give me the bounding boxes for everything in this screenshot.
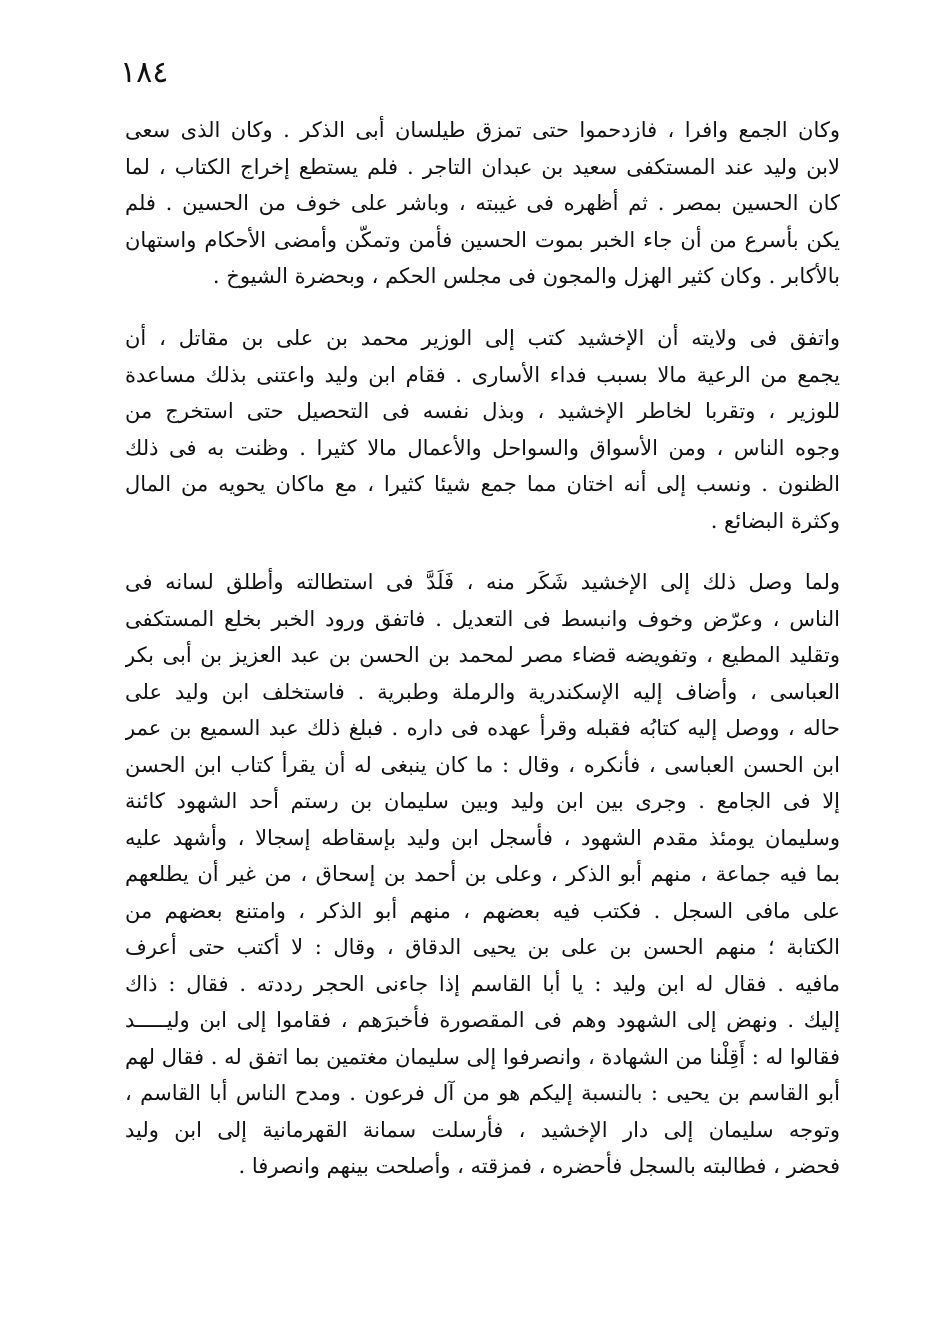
text-line: وتوجه سليمان إلى دار الإخشيد ، فأرسلت سمانة القهرمانية إلى ابن وليد (125, 1117, 840, 1142)
text-line: أبو القاسم بن يحيى : بالنسبة إليكم هو من آل فرعون . ومدح الناس أبا القاسم ، (125, 1081, 840, 1105)
paragraph-3 (125, 564, 840, 1185)
text-line: كان الحسين بمصر . ثم أظهره فى غيبته ، وباشر على خوف من الحسين . فلم (125, 191, 840, 215)
text-line: الكتابة ؛ منهم الحسن بن على بن يحيى الدقاق ، وقال : لا أكتب حتى أعرف (125, 935, 840, 959)
text-line: العباسى ، وأضاف إليه الإسكندرية والرملة وطبرية . فاستخلف ابن وليد على (125, 679, 840, 704)
text-line: بما فيه جماعة ، منهم أبو الذكر ، وعلى بن أحمد بن إسحاق ، من غير أن يطلعهم (125, 862, 840, 886)
text-line: فقالوا له : أَقِلْنا من الشهادة ، وانصرفوا إلى سليمان مغتمين بما اتفق له . فقال لهم (125, 1044, 840, 1069)
text-line: وكان الجمع وافرا ، فازدحموا حتى تمزق طيلسان أبى الذكر . وكان الذى سعى (125, 118, 840, 142)
text-line: لابن وليد عند المستكفى سعيد بن عبدان التاجر . فلم يستطع إخراج الكتاب ، لما (125, 154, 840, 179)
text-line: إليك . ونهض إلى الشهود وهم فى المقصورة فأخبرَهم ، فقاموا إلى ابن وليـــــد (125, 1008, 840, 1032)
text-line: للوزير ، وتقربا لخاطر الإخشيد ، وبذل نفسه فى التحصيل حتى استخرج من (125, 399, 840, 423)
text-line: فحضر ، فطالبته بالسجل فأحضره ، فمزقته ، وأصلحت بينهم وانصرفا . (238, 1154, 840, 1178)
text-line: ابن الحسن العباسى ، فأنكره ، وقال : ما كان ينبغى له أن يقرأ كتاب ابن الحسن (125, 752, 840, 777)
text-line: وسليمان يومئذ مقدم الشهود ، فأسجل ابن وليد بإسقاطه إسجالا ، وأشهد عليه (125, 825, 840, 850)
paragraph-2 (125, 320, 840, 539)
text-line: الظنون . ونسب إلى أنه اختان مما جمع شيئا كثيرا ، مع ماكان يحويه من المال (125, 472, 840, 496)
text-line: واتفق فى ولايته أن الإخشيد كتب إلى الوزير محمد بن على بن مقاتل ، أن (125, 326, 840, 350)
text-line: مافيه . فقال له ابن وليد : يا أبا القاسم إذا جاءنى الحجر رددته . فقال : ذاك (125, 971, 840, 996)
text-line: الناس ، وعرّض وخوف وانبسط فى التعديل . فاتفق ورود الخبر بخلع المستكفى (125, 606, 840, 631)
text-line: حاله ، ووصل إليه كتابُه فقبله وقرأ عهده فى داره . فبلغ ذلك عبد السميع بن عمر (125, 716, 840, 740)
text-line: على مافى السجل . فكتب فيه بعضهم ، منهم أبو الذكر ، وامتنع بعضهم من (125, 898, 840, 923)
text-line: وكثرة البضائع . (710, 508, 840, 533)
text-line: ولما وصل ذلك إلى الإخشيد شَكَر منه ، فَلَدَّ فى استطالته وأطلق لسانه فى (125, 570, 840, 594)
page-number: ١٨٤ (120, 55, 169, 90)
text-line: إلا فى الجامع . وجرى بين ابن وليد وبين سليمان بن رستم أحد الشهود كائنة (125, 789, 840, 813)
text-line: يكن بأسرع من أن جاء الخبر بموت الحسين فأمن وتمكّن وأمضى الأحكام واستهان (125, 227, 840, 252)
text-line: يجمع من الرعية مالا بسبب فداء الأسارى . فقام ابن وليد واعتنى بذلك مساعدة (125, 362, 840, 387)
text-line: بالأكابر . وكان كثير الهزل والمجون فى مجلس الحكم ، وبحضرة الشيوخ . (212, 264, 840, 288)
text-line: وجوه الناس ، ومن الأسواق والسواحل والأعمال مالا كثيرا . وظنت به فى ذلك (125, 435, 840, 460)
paragraph-1 (125, 112, 840, 295)
text-line: وتقليد المطيع ، وتفويضه قضاء مصر لمحمد بن الحسن بن عبد العزيز بن أبى بكر (125, 643, 840, 667)
